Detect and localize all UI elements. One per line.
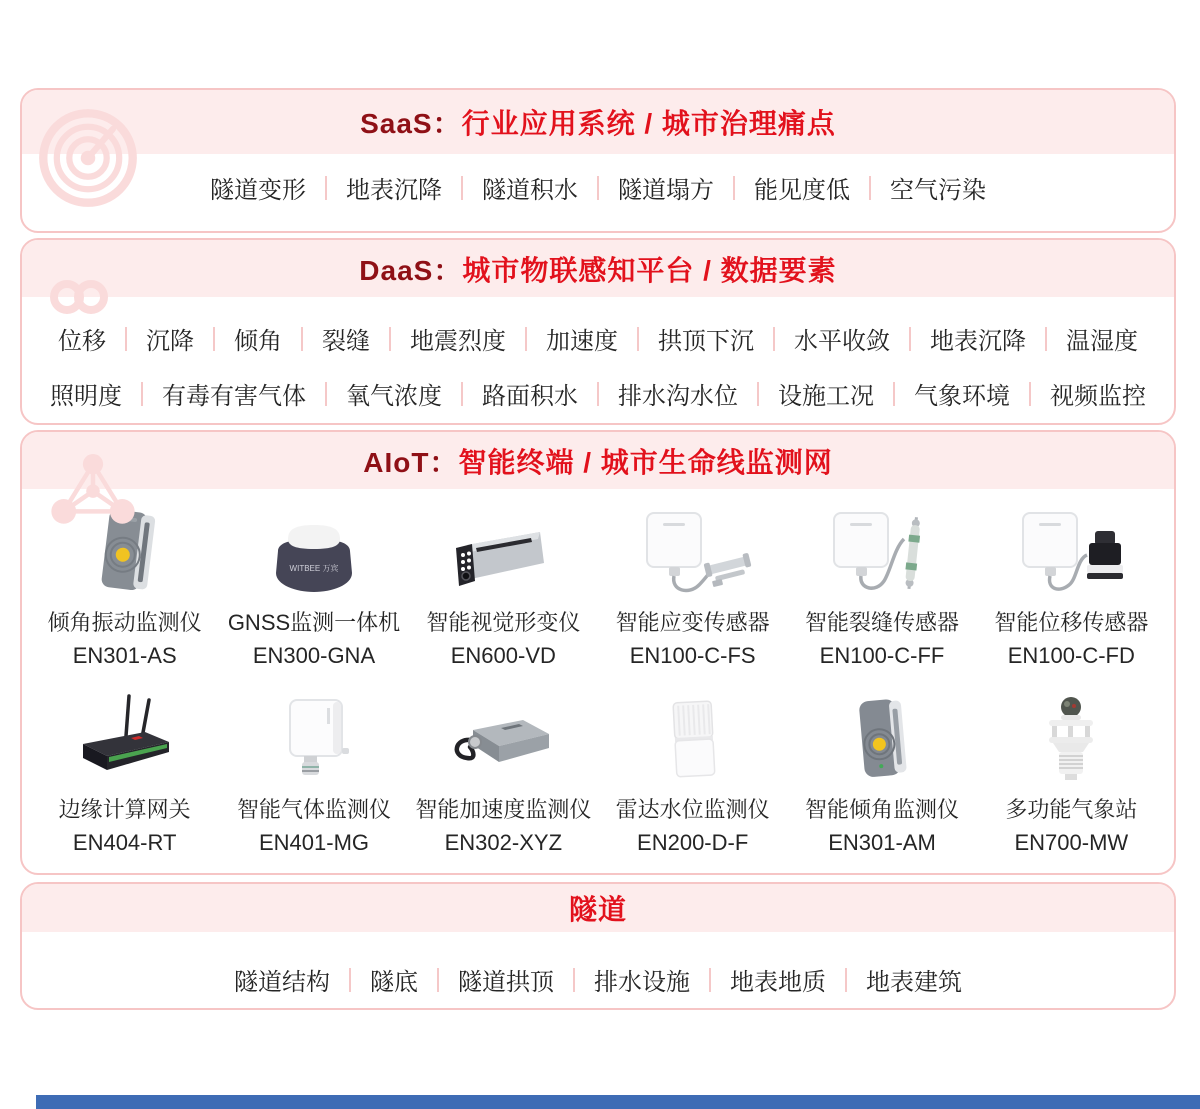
tunnel-header-band xyxy=(22,884,1174,932)
daas-title xyxy=(359,249,836,289)
data-element-item: 倾角 xyxy=(234,328,282,355)
product-card xyxy=(221,501,406,670)
aiot-title-main: 智能终端 / 城市生命线监测网 xyxy=(458,446,833,478)
data-element-item: 气象环境 xyxy=(914,383,1010,410)
aiot-section xyxy=(20,430,1176,875)
radar-level-icon xyxy=(633,692,753,788)
bottom-blue-bar xyxy=(36,1095,1200,1109)
product-image-weather-station xyxy=(979,688,1164,788)
product-image-gnss xyxy=(221,501,406,601)
product-card xyxy=(411,688,596,857)
product-card xyxy=(411,501,596,670)
tilt-vibration-device-icon xyxy=(65,505,185,601)
product-name: 倾角振动监测仪 xyxy=(47,610,202,635)
product-model: EN301-AM xyxy=(828,830,936,855)
bullet-camera-icon xyxy=(443,505,563,601)
product-model: EN300-GNA xyxy=(252,643,376,668)
product-image-camera xyxy=(411,501,596,601)
product-name: 智能裂缝传感器 xyxy=(804,610,959,635)
data-element-item: 设施工况 xyxy=(778,383,874,410)
data-element-item: 拱顶下沉 xyxy=(658,328,754,355)
product-card xyxy=(979,501,1164,670)
saas-header-band xyxy=(22,90,1174,154)
tunnel-item: 隧道拱顶 xyxy=(458,969,554,996)
daas-title-prefix: DaaS： xyxy=(359,254,463,286)
product-card xyxy=(600,501,785,670)
saas-title-prefix: SaaS： xyxy=(360,108,462,139)
data-element-item: 有毒有害气体 xyxy=(162,383,306,410)
data-element-item: 温湿度 xyxy=(1066,328,1138,355)
product-name: 智能气体监测仪 xyxy=(236,797,391,822)
saas-items-row xyxy=(22,170,1174,205)
daas-items-row-1 xyxy=(22,321,1174,356)
data-element-item: 视频监控 xyxy=(1050,383,1146,410)
pain-point-item: 能见度低 xyxy=(754,177,850,204)
product-card xyxy=(221,688,406,857)
product-model: EN404-RT xyxy=(72,830,177,855)
product-name: 智能应变传感器 xyxy=(615,610,770,635)
aiot-title xyxy=(363,441,833,481)
pain-point-item: 隧道变形 xyxy=(210,177,306,204)
daas-section xyxy=(20,238,1176,425)
pain-point-item: 隧道积水 xyxy=(482,177,578,204)
data-element-item: 水平收敛 xyxy=(794,328,890,355)
pain-point-item: 隧道塌方 xyxy=(618,177,714,204)
product-name: 边缘计算网关 xyxy=(58,797,191,822)
product-model: EN200-D-F xyxy=(637,830,749,855)
product-model: EN700-MW xyxy=(1014,830,1129,855)
saas-title xyxy=(360,102,836,142)
data-element-item: 照明度 xyxy=(50,383,122,410)
product-card xyxy=(600,688,785,857)
product-image-radar-level xyxy=(600,688,785,788)
product-image-tilt-vibration xyxy=(32,501,217,601)
data-element-item: 裂缝 xyxy=(322,328,370,355)
product-model: EN600-VD xyxy=(450,643,556,668)
product-image-accelerometer xyxy=(411,688,596,788)
weather-station-icon xyxy=(1011,692,1131,788)
data-element-item: 地震烈度 xyxy=(410,328,506,355)
product-name: 智能倾角监测仪 xyxy=(804,797,959,822)
edge-gateway-icon xyxy=(65,692,185,788)
product-model: EN401-MG xyxy=(258,830,370,855)
aiot-title-prefix: AIoT： xyxy=(363,446,459,478)
data-element-item: 路面积水 xyxy=(482,383,578,410)
product-image-tilt-monitor xyxy=(789,688,974,788)
tunnel-item: 地表地质 xyxy=(730,969,826,996)
tunnel-section xyxy=(20,882,1176,1010)
gnss-device-icon xyxy=(254,505,374,601)
product-model: EN302-XYZ xyxy=(444,830,563,855)
tunnel-item: 隧底 xyxy=(370,969,418,996)
tunnel-title: 隧道 xyxy=(568,894,627,925)
product-name: 多功能气象站 xyxy=(1005,797,1138,822)
product-image-gateway xyxy=(32,688,217,788)
gas-monitor-icon xyxy=(254,692,374,788)
data-element-item: 加速度 xyxy=(546,328,618,355)
product-card xyxy=(32,501,217,670)
accelerometer-icon xyxy=(443,692,563,788)
tunnel-item: 隧道结构 xyxy=(234,969,330,996)
product-name: 雷达水位监测仪 xyxy=(615,797,770,822)
data-element-item: 沉降 xyxy=(146,328,194,355)
product-image-strain-sensor xyxy=(600,501,785,601)
data-element-item: 地表沉降 xyxy=(930,328,1026,355)
tunnel-item: 地表建筑 xyxy=(866,969,962,996)
product-model: EN100-C-FS xyxy=(629,643,756,668)
saas-section xyxy=(20,88,1176,233)
daas-header-band xyxy=(22,240,1174,297)
pain-point-item: 地表沉降 xyxy=(346,177,442,204)
product-name: 智能视觉形变仪 xyxy=(426,610,581,635)
aiot-header-band xyxy=(22,432,1174,489)
tunnel-items-row xyxy=(22,962,1174,997)
product-name: 智能位移传感器 xyxy=(994,610,1149,635)
product-name: GNSS监测一体机 xyxy=(227,610,401,635)
daas-items-row-2 xyxy=(22,376,1174,411)
product-model: EN301-AS xyxy=(72,643,177,668)
product-image-gas-monitor xyxy=(221,688,406,788)
product-card xyxy=(979,688,1164,857)
crack-sensor-icon xyxy=(822,505,942,601)
tilt-monitor-icon xyxy=(822,692,942,788)
product-card xyxy=(789,688,974,857)
strain-sensor-icon xyxy=(633,505,753,601)
product-model: EN100-C-FF xyxy=(819,643,945,668)
data-element-item: 位移 xyxy=(58,328,106,355)
pain-point-item: 空气污染 xyxy=(890,177,986,204)
device-brand-label: WITBEE 万宾 xyxy=(289,564,339,573)
tunnel-item: 排水设施 xyxy=(594,969,690,996)
product-grid xyxy=(22,489,1174,857)
product-image-crack-sensor xyxy=(789,501,974,601)
daas-title-main: 城市物联感知平台 / 数据要素 xyxy=(462,254,837,286)
data-element-item: 氧气浓度 xyxy=(346,383,442,410)
product-model: EN100-C-FD xyxy=(1007,643,1135,668)
saas-title-main: 行业应用系统 / 城市治理痛点 xyxy=(461,108,836,139)
product-card xyxy=(789,501,974,670)
product-card xyxy=(32,688,217,857)
product-image-displacement-sensor xyxy=(979,501,1164,601)
data-element-item: 排水沟水位 xyxy=(618,383,738,410)
displacement-sensor-icon xyxy=(1011,505,1131,601)
product-name: 智能加速度监测仪 xyxy=(415,797,592,822)
